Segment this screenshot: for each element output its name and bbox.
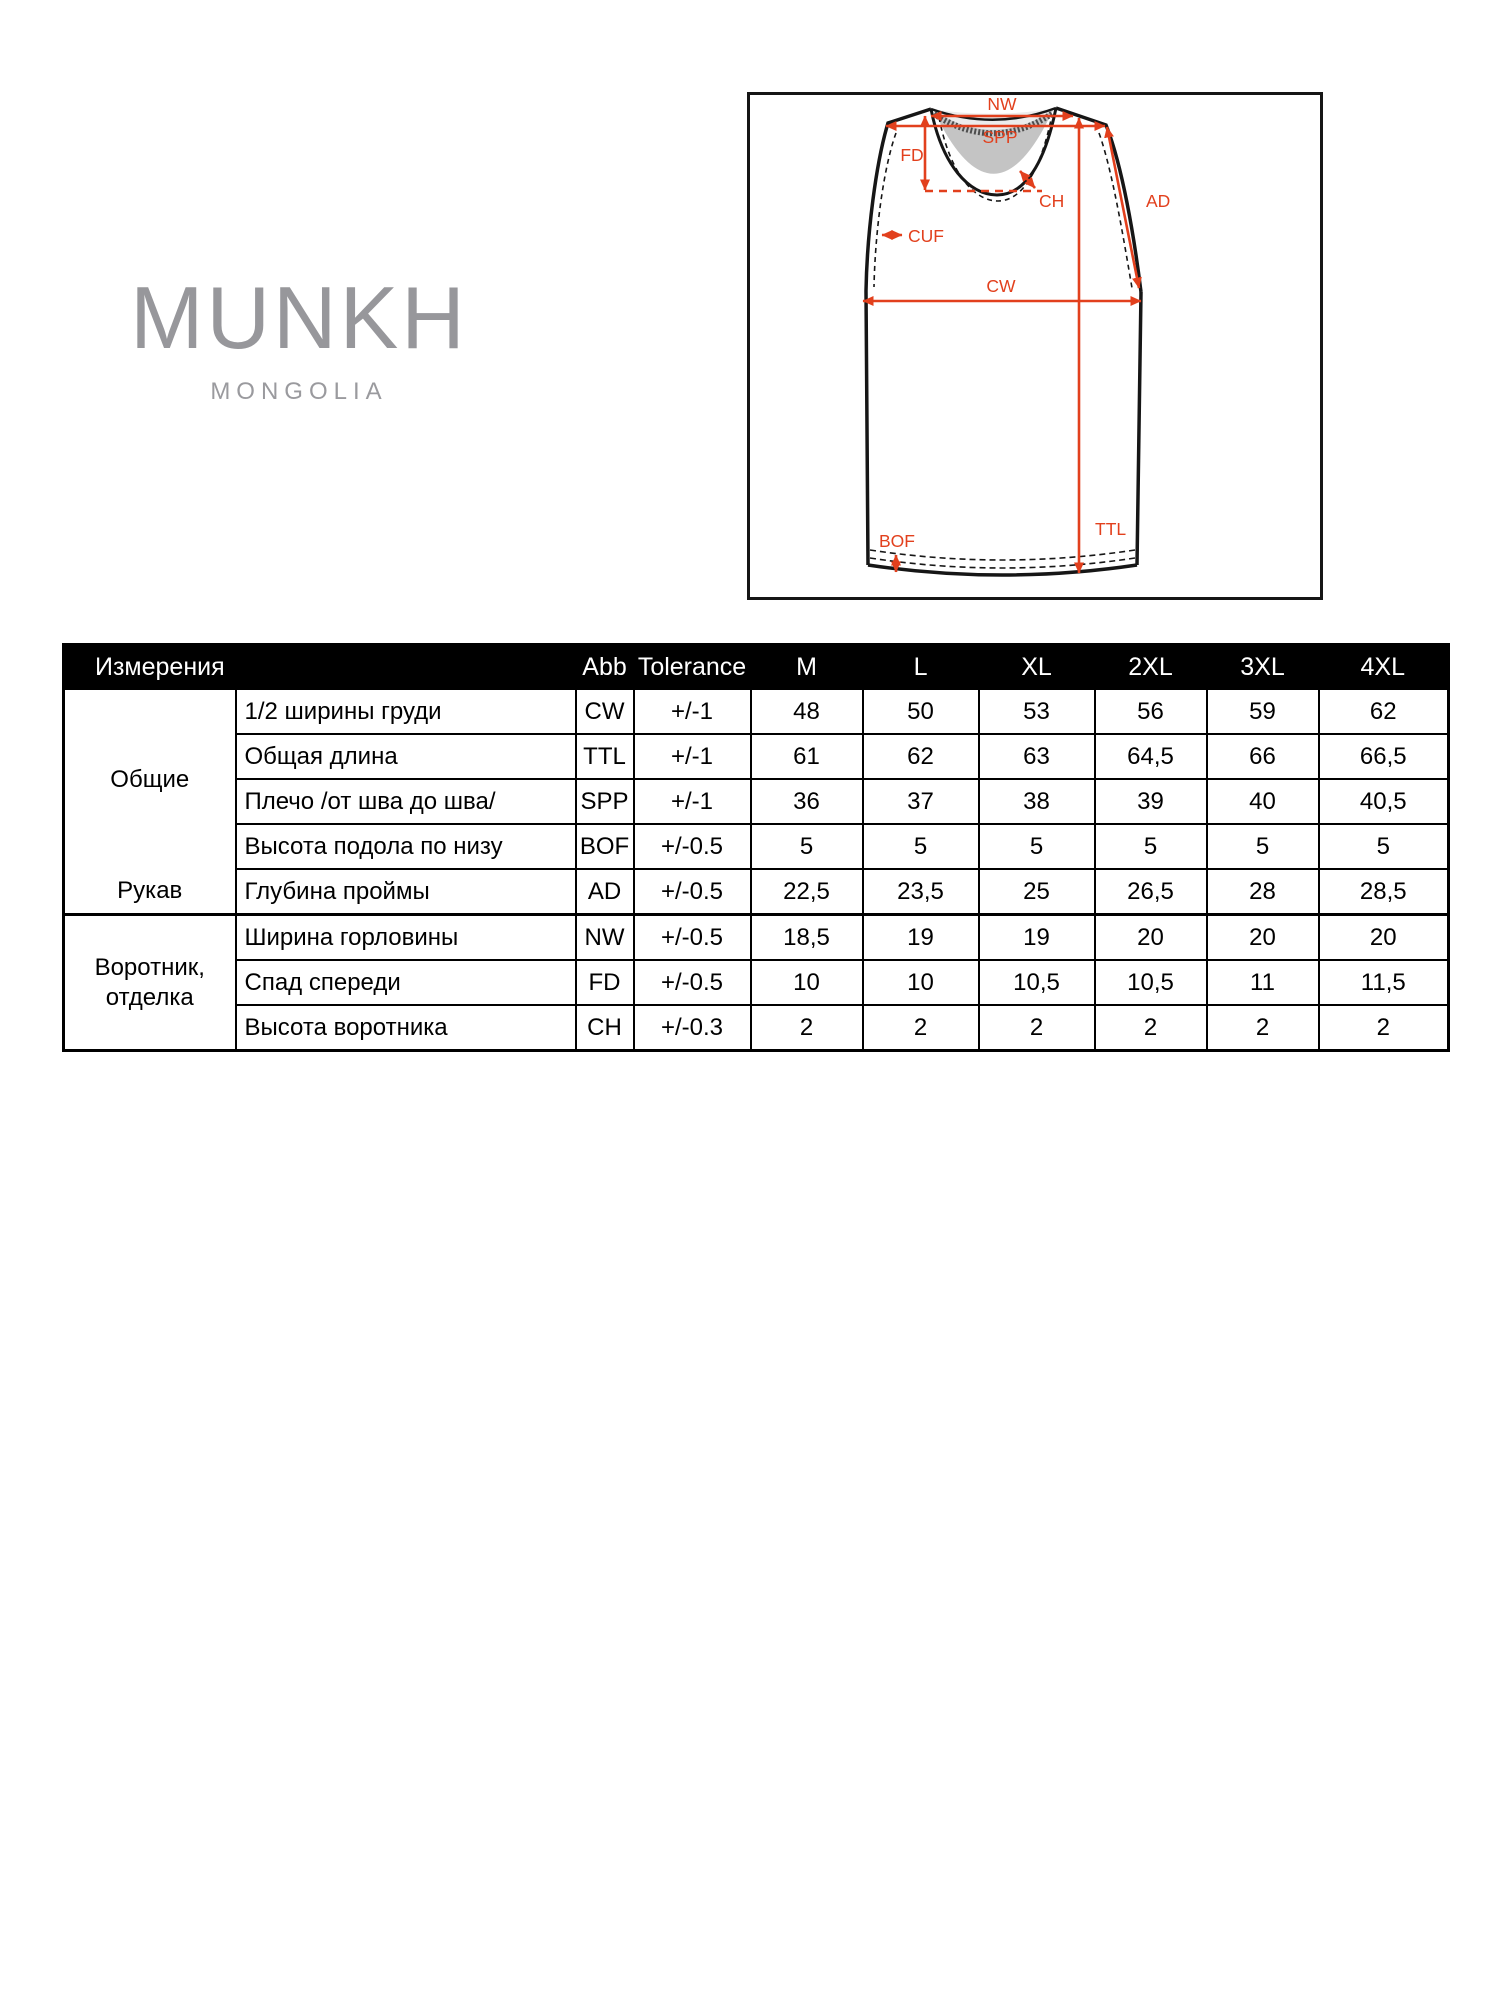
- value-cell: 37: [863, 779, 979, 824]
- ch-label: CH: [1039, 191, 1065, 211]
- brand-subtitle: MONGOLIA: [210, 378, 388, 405]
- value-cell: 18,5: [751, 915, 863, 961]
- value-cell: 2: [863, 1005, 979, 1051]
- name-cell: Спад спереди: [236, 960, 576, 1005]
- value-cell: 63: [979, 734, 1095, 779]
- table-row: [64, 915, 1449, 961]
- value-cell: 59: [1207, 689, 1319, 734]
- cw-label: CW: [986, 276, 1016, 296]
- tolerance-cell: +/-1: [634, 689, 751, 734]
- table-row: [64, 1005, 1449, 1051]
- group-cell: Рукав: [64, 869, 236, 915]
- col-header-measurements: Измерения: [64, 645, 576, 690]
- tolerance-cell: +/-1: [634, 779, 751, 824]
- bof-label: BOF: [879, 531, 915, 551]
- value-cell: 11,5: [1319, 960, 1449, 1005]
- name-cell: Ширина горловины: [236, 915, 576, 961]
- table-row: [64, 960, 1449, 1005]
- table-row: [64, 689, 1449, 734]
- value-cell: 48: [751, 689, 863, 734]
- group-cell: Общие: [64, 689, 236, 869]
- value-cell: 40,5: [1319, 779, 1449, 824]
- abb-cell: CW: [576, 689, 634, 734]
- value-cell: 2: [751, 1005, 863, 1051]
- abb-cell: BOF: [576, 824, 634, 869]
- tolerance-cell: +/-0.5: [634, 960, 751, 1005]
- value-cell: 20: [1207, 915, 1319, 961]
- col-header-size-m: M: [751, 645, 863, 690]
- col-header-abb: Abb: [576, 645, 634, 690]
- value-cell: 28: [1207, 869, 1319, 915]
- value-cell: 61: [751, 734, 863, 779]
- tank-body: [866, 108, 1141, 575]
- value-cell: 5: [1095, 824, 1207, 869]
- abb-cell: NW: [576, 915, 634, 961]
- col-header-size-xl: XL: [979, 645, 1095, 690]
- value-cell: 36: [751, 779, 863, 824]
- name-cell: Глубина проймы: [236, 869, 576, 915]
- abb-cell: FD: [576, 960, 634, 1005]
- col-header-tolerance: Tolerance: [634, 645, 751, 690]
- value-cell: 5: [751, 824, 863, 869]
- value-cell: 66,5: [1319, 734, 1449, 779]
- value-cell: 50: [863, 689, 979, 734]
- value-cell: 10: [751, 960, 863, 1005]
- table-row: [64, 779, 1449, 824]
- col-header-size-3xl: 3XL: [1207, 645, 1319, 690]
- value-cell: 5: [1207, 824, 1319, 869]
- abb-cell: AD: [576, 869, 634, 915]
- value-cell: 5: [1319, 824, 1449, 869]
- name-cell: 1/2 ширины груди: [236, 689, 576, 734]
- table-row: [64, 824, 1449, 869]
- ttl-label: TTL: [1095, 519, 1127, 539]
- value-cell: 11: [1207, 960, 1319, 1005]
- name-cell: Общая длина: [236, 734, 576, 779]
- value-cell: 22,5: [751, 869, 863, 915]
- tolerance-cell: +/-0.5: [634, 915, 751, 961]
- fd-label: FD: [900, 145, 924, 165]
- size-table: [62, 643, 1450, 1052]
- col-header-size-l: L: [863, 645, 979, 690]
- value-cell: 2: [979, 1005, 1095, 1051]
- value-cell: 10: [863, 960, 979, 1005]
- value-cell: 56: [1095, 689, 1207, 734]
- value-cell: 23,5: [863, 869, 979, 915]
- value-cell: 26,5: [1095, 869, 1207, 915]
- value-cell: 20: [1095, 915, 1207, 961]
- value-cell: 2: [1207, 1005, 1319, 1051]
- value-cell: 62: [863, 734, 979, 779]
- value-cell: 5: [863, 824, 979, 869]
- brand-logo: [127, 268, 471, 406]
- value-cell: 2: [1095, 1005, 1207, 1051]
- tolerance-cell: +/-0.3: [634, 1005, 751, 1051]
- value-cell: 2: [1319, 1005, 1449, 1051]
- value-cell: 64,5: [1095, 734, 1207, 779]
- value-cell: 38: [979, 779, 1095, 824]
- col-header-size-4xl: 4XL: [1319, 645, 1449, 690]
- value-cell: 20: [1319, 915, 1449, 961]
- garment-diagram-frame: [747, 92, 1323, 600]
- cuf-label: CUF: [908, 226, 944, 246]
- abb-cell: SPP: [576, 779, 634, 824]
- value-cell: 19: [863, 915, 979, 961]
- nw-label: NW: [987, 95, 1017, 114]
- name-cell: Высота воротника: [236, 1005, 576, 1051]
- value-cell: 5: [979, 824, 1095, 869]
- value-cell: 39: [1095, 779, 1207, 824]
- value-cell: 19: [979, 915, 1095, 961]
- tolerance-cell: +/-0.5: [634, 824, 751, 869]
- spp-label: SPP: [982, 127, 1018, 147]
- value-cell: 10,5: [979, 960, 1095, 1005]
- table-row: [64, 869, 1449, 915]
- name-cell: Высота подола по низу: [236, 824, 576, 869]
- value-cell: 40: [1207, 779, 1319, 824]
- name-cell: Плечо /от шва до шва/: [236, 779, 576, 824]
- tolerance-cell: +/-0.5: [634, 869, 751, 915]
- abb-cell: TTL: [576, 734, 634, 779]
- table-header-row: [64, 645, 1449, 690]
- abb-cell: CH: [576, 1005, 634, 1051]
- group-cell: Воротник, отделка: [64, 915, 236, 1051]
- value-cell: 62: [1319, 689, 1449, 734]
- brand-name: MUNKH: [130, 268, 468, 367]
- value-cell: 25: [979, 869, 1095, 915]
- value-cell: 66: [1207, 734, 1319, 779]
- col-header-size-2xl: 2XL: [1095, 645, 1207, 690]
- tolerance-cell: +/-1: [634, 734, 751, 779]
- table-row: [64, 734, 1449, 779]
- value-cell: 10,5: [1095, 960, 1207, 1005]
- ad-label: AD: [1146, 191, 1171, 211]
- value-cell: 28,5: [1319, 869, 1449, 915]
- garment-diagram: [750, 95, 1320, 597]
- value-cell: 53: [979, 689, 1095, 734]
